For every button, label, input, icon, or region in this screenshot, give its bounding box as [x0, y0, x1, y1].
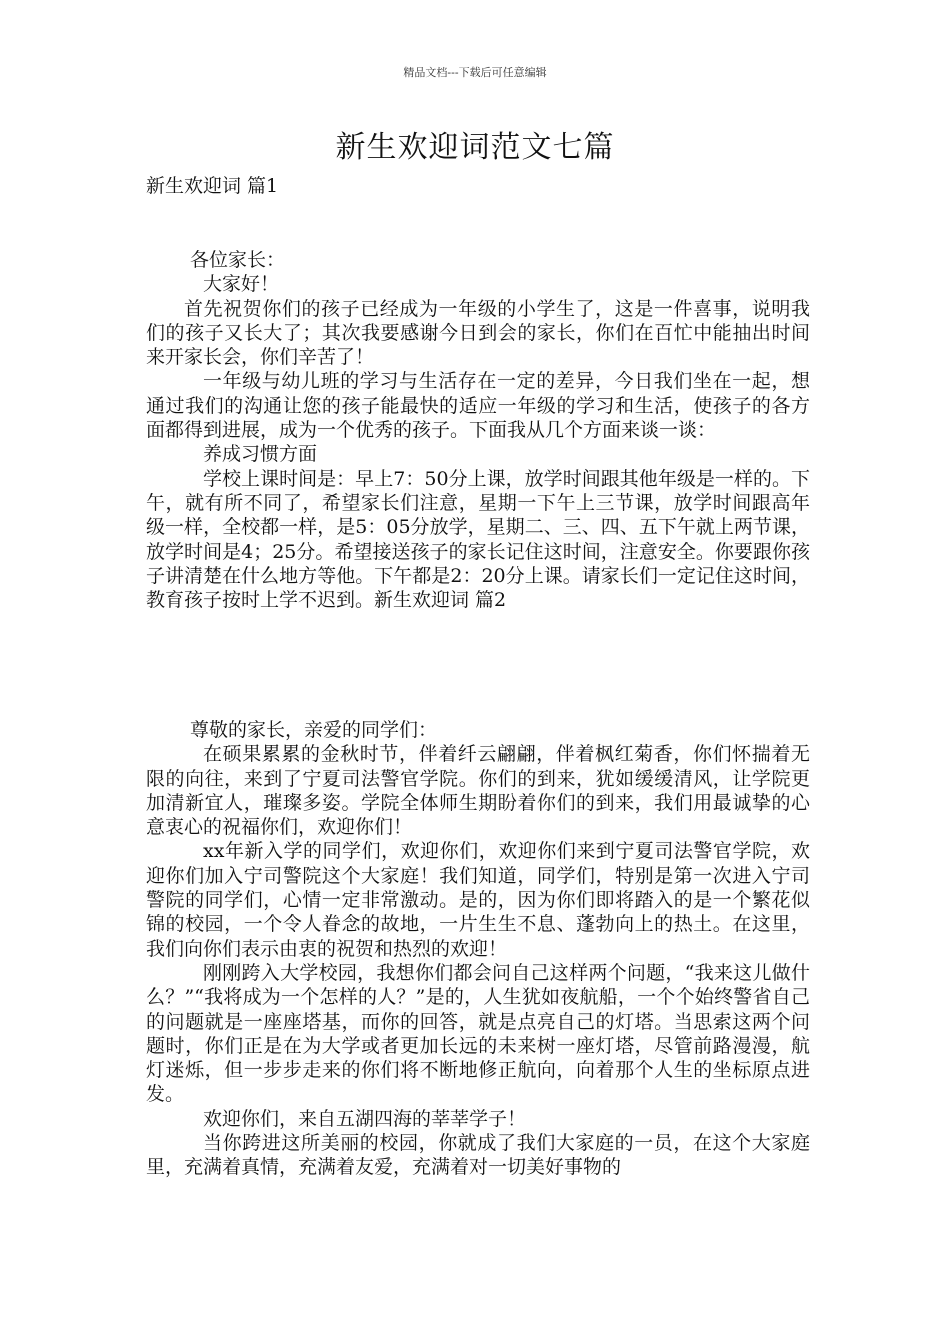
- section-2-paragraph-5: 当你跨进这所美丽的校园，你就成了我们大家庭的一员，在这个大家庭里，充满着真情，充满着友爱，充满着对一切美好事物的: [146, 1132, 810, 1179]
- section-1-greeting: 大家好！: [203, 273, 280, 296]
- section-1-paragraph-3: 养成习惯方面: [203, 443, 318, 466]
- section-2-body: [146, 718, 810, 1180]
- section-1-paragraph-4: 学校上课时间是：早上7：50分上课，放学时间跟其他年级是一样的。下午，就有所不同了，希望家长们注意，星期一下午上三节课，放学时间跟高年级一样，全校都一样，是5：05分放学，星期二、三、四、五下午就上两节课，放学时间是4；25分。希望接送孩子的家长记住这时间，注意安全。你要跟你孩子讲清楚在什么地方等他。下午都是2：20分上课。请家长们一定记住这时间，教育孩子按时上学不迟到。新生欢迎词 篇2: [146, 467, 810, 612]
- section-1-title: 新生欢迎词 篇1: [146, 175, 279, 197]
- section-1-paragraph-2: 一年级与幼儿班的学习与生活存在一定的差异，今日我们坐在一起，想通过我们的沟通让您的孩子能最快的适应一年级的学习和生活，使孩子的各方面都得到进展，成为一个优秀的孩子。下面我从几个方面来谈一谈：: [146, 370, 810, 442]
- section-1-salutation: 各位家长：: [190, 249, 286, 271]
- page-header: 精品文档---下载后可任意编辑: [403, 66, 547, 79]
- section-1-body: [146, 248, 810, 612]
- document-title: 新生欢迎词范文七篇: [335, 130, 615, 165]
- section-2-paragraph-1: 在硕果累累的金秋时节，伴着纤云翩翩，伴着枫红菊香，你们怀揣着无限的向往，来到了宁夏司法警官学院。你们的到来，犹如缓缓清风，让学院更加清新宜人，璀璨多姿。学院全体师生期盼着你们的到来，我们用最诚挚的心意衷心的祝福你们，欢迎你们！: [146, 743, 810, 839]
- section-2-paragraph-3: 刚刚跨入大学校园，我想你们都会问自己这样两个问题，“我来这儿做什么？”“我将成为一个怎样的人？”是的，人生犹如夜航船，一个个始终警省自己的问题就是一座座塔基，而你的回答，就是点亮自己的灯塔。当思索这两个问题时，你们正是在为大学或者更加长远的未来树一座灯塔，尽管前路漫漫，航灯迷烁，但一步步走来的你们将不断地修正航向，向着那个人生的坐标原点进发。: [146, 961, 810, 1106]
- section-2-paragraph-2: xx年新入学的同学们，欢迎你们，欢迎你们来到宁夏司法警官学院，欢迎你们加入宁司警院这个大家庭！我们知道，同学们，特别是第一次进入宁司警院的同学们，心情一定非常激动。是的，因为你们即将踏入的是一个繁花似锦的校园，一个令人眷念的故地，一片生生不息、蓬勃向上的热土。在这里，我们向你们表示由衷的祝贺和热烈的欢迎！: [146, 840, 810, 960]
- section-2-paragraph-4: 欢迎你们，来自五湖四海的莘莘学子！: [203, 1107, 527, 1130]
- section-1-paragraph-1: 首先祝贺你们的孩子已经成为一年级的小学生了，这是一件喜事，说明我们的孩子又长大了；其次我要感谢今日到会的家长，你们在百忙中能抽出时间来开家长会，你们辛苦了！: [146, 297, 810, 369]
- section-2-salutation: 尊敬的家长，亲爱的同学们：: [190, 719, 438, 741]
